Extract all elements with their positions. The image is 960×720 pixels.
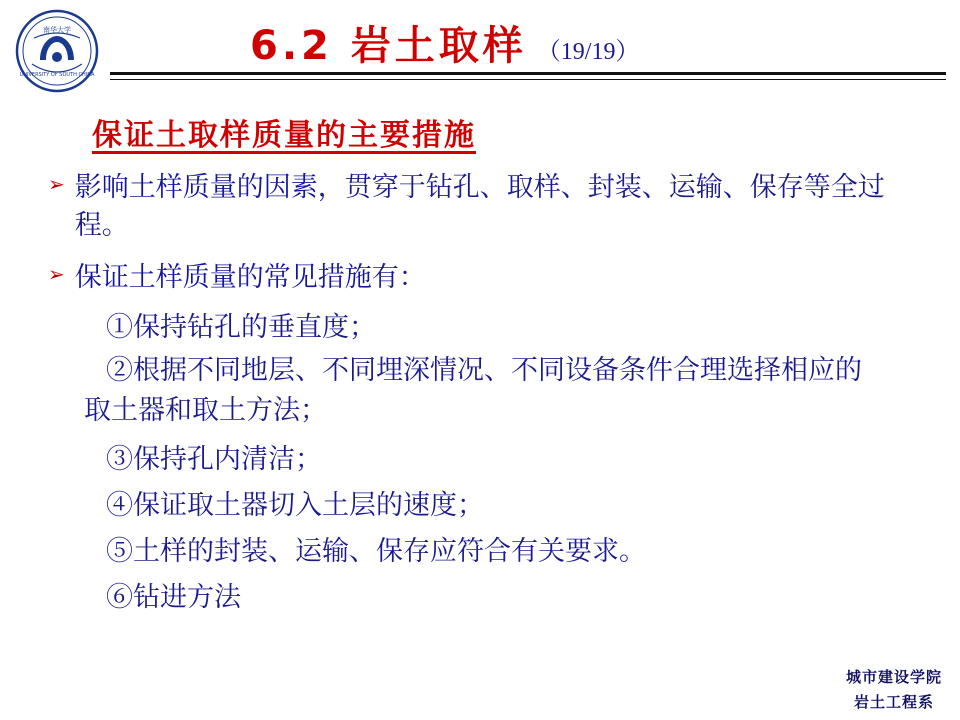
list-item: ④保证取土器切入土层的速度； <box>106 490 484 520</box>
page-title: 6.2 岩土取样 <box>250 23 527 69</box>
header-rule-thin <box>110 79 946 80</box>
bullet-2-rest: 有： <box>371 262 426 292</box>
bullet-item-2 <box>48 258 940 296</box>
list-item-line-1: ②根据不同地层、不同埋深情况、不同设备条件合理选择相应的 <box>106 355 862 385</box>
arrow-bullet-icon: ➢ <box>48 174 65 196</box>
slide-body <box>0 110 960 620</box>
section-title: 保证土取样质量的主要措施 <box>92 118 476 153</box>
slide-header <box>0 0 960 92</box>
bullet-2-highlight: 保证土样质量的常见措施 <box>74 262 372 292</box>
svg-text:UNIVERSITY OF SOUTH CHINA: UNIVERSITY OF SOUTH CHINA <box>19 72 95 78</box>
list-item: ①保持钻孔的垂直度； <box>106 312 376 342</box>
svg-text:南华大学: 南华大学 <box>43 26 71 34</box>
bullet-1-highlight: 影响土样质量的因素 <box>74 172 318 202</box>
list-item: ③保持孔内清洁； <box>106 444 322 474</box>
bullet-text-2 <box>75 258 426 296</box>
title-row <box>250 14 639 71</box>
bullet-text-1 <box>75 168 937 244</box>
list-item: ⑤土样的封装、运输、保存应符合有关要求。 <box>106 536 646 566</box>
numbered-measures-list <box>84 304 940 620</box>
slide-counter: （19/19） <box>536 39 640 65</box>
list-item: ⑥钻进方法 <box>106 582 241 612</box>
university-emblem-logo <box>14 8 100 94</box>
bullet-item-1 <box>48 168 940 244</box>
list-item <box>84 350 940 430</box>
arrow-bullet-icon: ➢ <box>48 264 65 286</box>
slide-footer <box>846 666 942 712</box>
footer-department: 岩土工程系 <box>853 693 934 711</box>
header-rule-thick <box>110 72 946 75</box>
bullet-1-rest: ，贯穿于钻孔、取样、封装、运输、保存等全过程。 <box>74 172 885 240</box>
footer-institute: 城市建设学院 <box>845 668 942 686</box>
list-item-line-2: 取土器和取土方法； <box>84 395 327 425</box>
